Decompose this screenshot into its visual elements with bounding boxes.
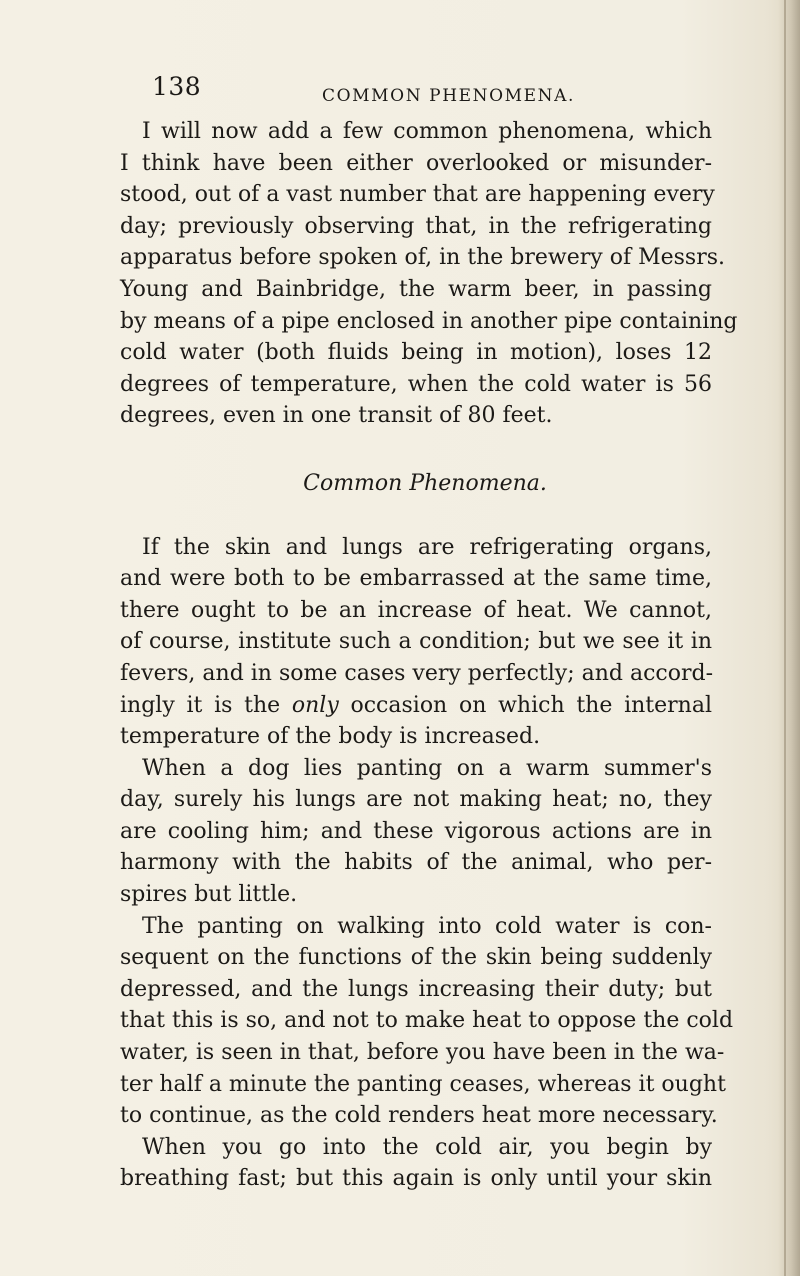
text-line: depressed, and the lungs increasing their duty; but — [120, 976, 712, 1002]
text-line: there ought to be an increase of heat. We cannot, — [120, 597, 712, 623]
running-head: COMMON PHENOMENA. — [322, 86, 576, 106]
text-line: When a dog lies panting on a warm summer's — [142, 755, 712, 781]
text-line: Young and Bainbridge, the warm beer, in passing — [120, 276, 712, 302]
text-line: apparatus before spoken of, in the brewery of Messrs. — [120, 245, 725, 271]
text-line: sequent on the functions of the skin being suddenly — [120, 945, 712, 971]
page-edge-line — [784, 0, 786, 1276]
text-line: breathing fast; but this again is only until your skin — [120, 1166, 712, 1192]
text-line: water, is seen in that, before you have been in the wa- — [120, 1040, 725, 1066]
text-line: to continue, as the cold renders heat more necessary. — [120, 1103, 718, 1129]
text-line: fevers, and in some cases very perfectly; and accord- — [120, 660, 714, 686]
text-line: and were both to be embarrassed at the same time, — [120, 566, 712, 592]
text-line: are cooling him; and these vigorous actions are in — [120, 818, 712, 844]
paragraph-intro — [120, 116, 738, 432]
text-line-with-emphasis — [120, 690, 712, 722]
text-line: When you go into the cold air, you begin by — [142, 1134, 712, 1160]
paragraph-cold-air — [120, 1132, 712, 1195]
text-line: degrees of temperature, when the cold water is 56 — [120, 371, 712, 397]
text-line: The panting on walking into cold water is con- — [142, 913, 712, 939]
text-fragment: occasion on which the internal — [338, 692, 712, 718]
text-line: If the skin and lungs are refrigerating organs, — [142, 534, 712, 560]
text-line: ter half a minute the panting ceases, whereas it ought — [120, 1071, 726, 1097]
text-line: day; previously observing that, in the refrigerating — [120, 213, 712, 239]
text-line: harmony with the habits of the animal, who per- — [120, 850, 712, 876]
text-line: cold water (both fluids being in motion), loses 12 — [120, 340, 712, 366]
text-line: by means of a pipe enclosed in another pipe containing — [120, 308, 738, 334]
text-line: degrees, even in one transit of 80 feet. — [120, 403, 553, 429]
page-number: 138 — [152, 72, 202, 101]
text-line: stood, out of a vast number that are happening every — [120, 182, 715, 208]
body-text — [120, 116, 738, 1195]
text-line: of course, institute such a condition; but we see it in — [120, 629, 712, 655]
text-line: day, surely his lungs are not making heat; no, they — [120, 787, 712, 813]
text-line: spires but little. — [120, 882, 298, 908]
text-line: temperature of the body is increased. — [120, 724, 541, 750]
paragraph-skin-lungs — [120, 532, 712, 753]
text-fragment: ingly it is the — [120, 692, 292, 718]
text-line: I think have been either overlooked or misunder- — [120, 150, 712, 176]
section-heading: Common Phenomena. — [303, 470, 547, 496]
emphasized-word: only — [291, 692, 339, 718]
paragraph-cold-water — [120, 911, 734, 1132]
paragraph-dog-panting — [120, 753, 712, 911]
text-line: I will now add a few common phenomena, which — [142, 119, 712, 144]
page-edge-shadow — [778, 0, 800, 1276]
text-line: that this is so, and not to make heat to oppose the cold — [120, 1008, 734, 1034]
